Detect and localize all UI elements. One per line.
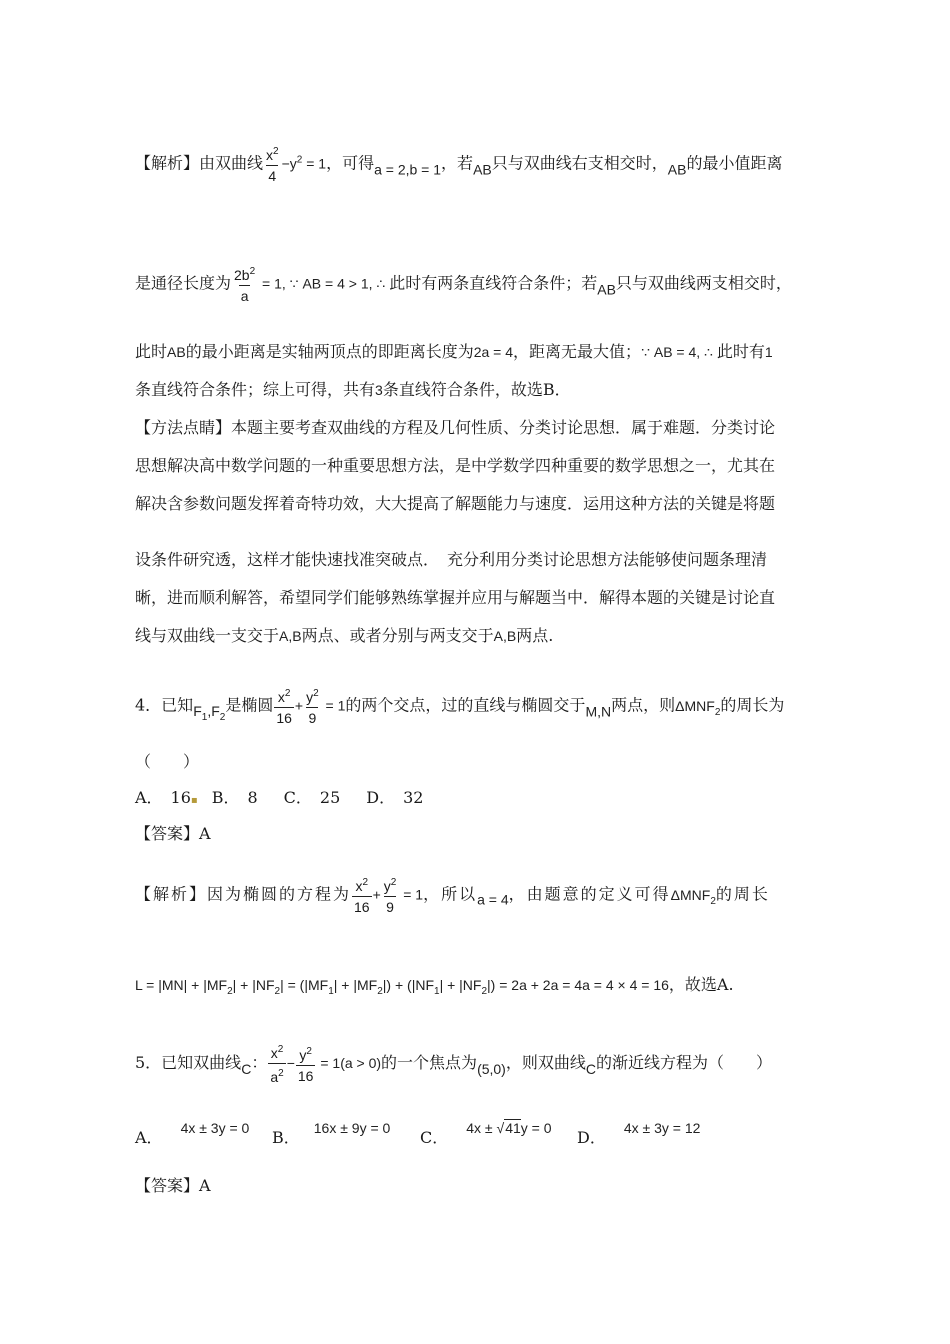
- solution-line-2: 是通径长度为 $\frac{2b^2}{a}$ = 1, ∵ AB = 4 > 1, ∴ 此时有两条直线符合条件；若AB只与双曲线两支相交时，: [135, 262, 850, 306]
- fraction-y2-over-9: $\frac{y^2}{9}$: [306, 688, 319, 726]
- solution-line-3: 此时AB的最小距离是实轴两顶点的即距离长度为2a = 4，距离无最大值；∵ AB = 4, ∴ 此时有1: [135, 342, 773, 361]
- sqrt-icon: √: [496, 1120, 505, 1136]
- choice-c[interactable]: C． 4x ± √41y = 0: [420, 1120, 552, 1147]
- choice-b[interactable]: B． 8: [211, 788, 258, 807]
- question-4: 4．已知$F_1,F_2$是椭圆 $\frac{x^2}{16}$ + $\frac{y^2}{9}$ = 1的两个交点，过的直线与椭圆交于M,N两点，则$\Delta MNF_2$的周长为: [135, 684, 850, 730]
- solution-line-4: 条直线符合条件；综上可得，共有3条直线符合条件，故选B．: [135, 380, 571, 399]
- method-para-3: 解决含参数问题发挥着奇特功效，大大提高了解题能力与速度．运用这种方法的关键是将题: [135, 494, 776, 513]
- choice-a[interactable]: A． 4x ± 3y = 0: [135, 1120, 250, 1147]
- method-para-4: 设条件研究透，这样才能快速找准突破点． 充分利用分类讨论思想方法能够使问题条理清: [135, 550, 768, 569]
- question-4-perimeter: $L = |MN| + |MF_2| + |NF_2| = (|MF_1| + |MF_2|) + (|NF_1| + |NF_2|) = 2a + 2a = 4a = 4 \times 4 = 16$，故选A.: [135, 975, 734, 997]
- choice-b[interactable]: B． 16x ± 9y = 0: [272, 1120, 391, 1147]
- question-4-solution: 【解析】因为椭圆的方程为 $\frac{x^2}{16}$ + $\frac{y^2}{9}$ = 1，所以a = 4，由题意的定义可得$\Delta MNF_2$的周长: [135, 877, 770, 915]
- question-4-answer: 【答案】A: [135, 824, 211, 843]
- question-5-answer: 【答案】A: [135, 1176, 211, 1195]
- choice-a[interactable]: A． 16: [135, 788, 191, 807]
- question-5: 5．已知双曲线C： $\frac{x^2}{a^2}$ − $\frac{y^2}{16}$ = 1(a > 0)的一个焦点为(5,0)，则双曲线C的渐近线方程为（ ）: [135, 1044, 773, 1085]
- question-4-paren: （ ）: [135, 752, 200, 771]
- method-para-1: 【方法点睛】本题主要考查双曲线的方程及几何性质、分类讨论思想．属于难题．分类讨论: [135, 418, 776, 437]
- method-para-6: 线与双曲线一支交于A,B两点、或者分别与两支交于A,B两点.: [135, 626, 554, 645]
- fraction-x2-over-4: $\frac{x^2}{4}$: [266, 146, 279, 184]
- choice-d[interactable]: D． 4x ± 3y = 12: [577, 1120, 701, 1147]
- method-para-2: 思想解决高中数学问题的一种重要思想方法，是中学数学四种重要的数学思想之一，尤其在: [135, 456, 776, 475]
- question-5-choices: [135, 1118, 850, 1158]
- fraction-x2-over-16: $\frac{x^2}{16}$: [276, 688, 292, 726]
- solution-line-1: 【解析】由双曲线 $\frac{x^2}{4}$ $-y^2 = 1$，可得a = 2,b = 1，若AB只与双曲线右支相交时，AB的最小值距离: [135, 142, 850, 186]
- fraction-2b2-over-a: $\frac{2b^2}{a}$: [234, 266, 256, 304]
- choice-c[interactable]: C． 25: [283, 788, 341, 807]
- choice-d[interactable]: D． 32: [366, 788, 424, 807]
- question-4-choices: A． 16▪ B． 8 C． 25 D． 32: [135, 786, 850, 813]
- method-para-5: 晰，进而顺利解答，希望同学们能够熟练掌握并应用与解题当中．解得本题的关键是讨论直: [135, 588, 776, 607]
